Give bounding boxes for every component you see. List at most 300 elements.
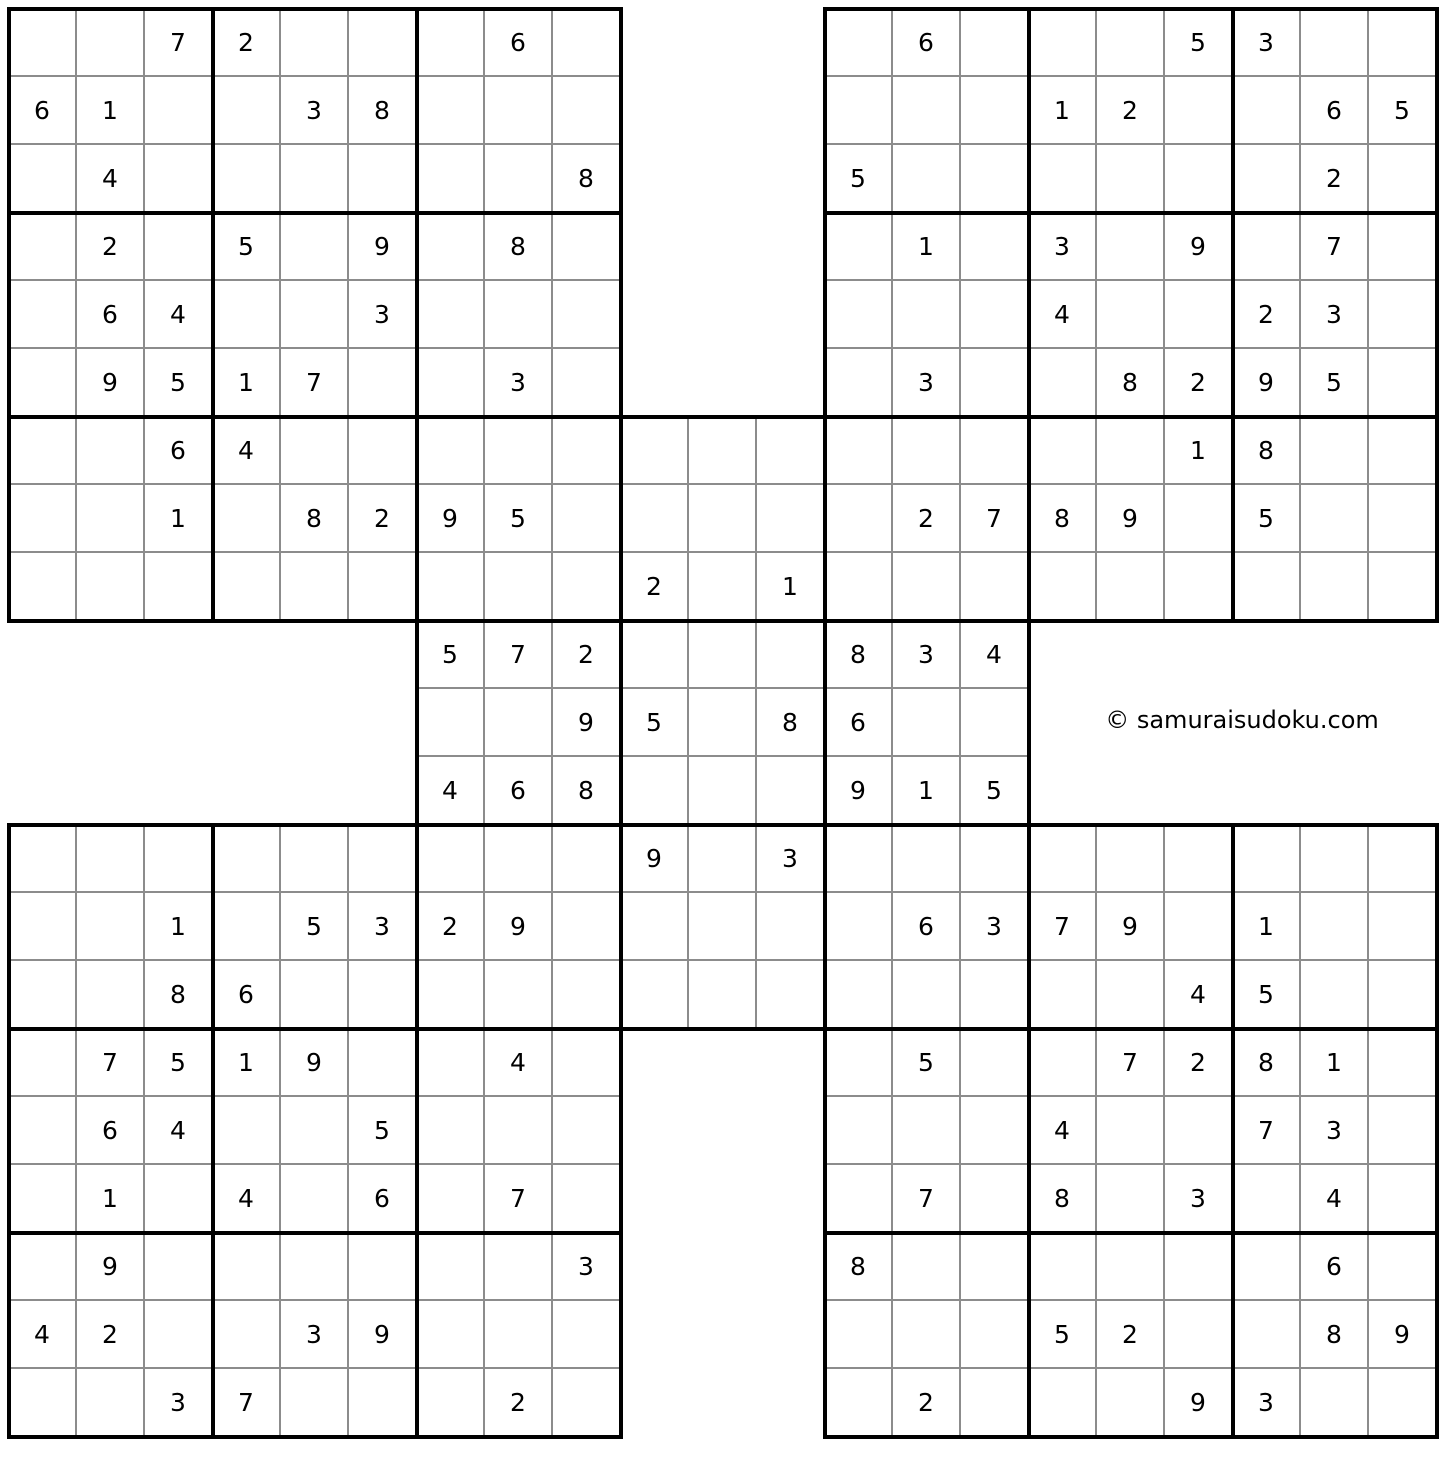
sudoku-cell[interactable]: 8 (1029, 1165, 1097, 1233)
sudoku-cell[interactable]: 6 (349, 1165, 417, 1233)
sudoku-cell[interactable] (961, 9, 1029, 77)
sudoku-cell[interactable]: 4 (1029, 281, 1097, 349)
sudoku-cell[interactable]: 4 (145, 281, 213, 349)
sudoku-cell[interactable]: 7 (1233, 1097, 1301, 1165)
sudoku-cell[interactable] (1165, 145, 1233, 213)
sudoku-cell[interactable]: 8 (1029, 485, 1097, 553)
sudoku-cell[interactable]: 4 (145, 1097, 213, 1165)
sudoku-cell[interactable] (77, 1369, 145, 1437)
sudoku-cell[interactable] (1369, 281, 1437, 349)
sudoku-cell[interactable] (553, 281, 621, 349)
sudoku-cell[interactable]: 3 (1233, 9, 1301, 77)
sudoku-cell[interactable] (961, 281, 1029, 349)
sudoku-cell[interactable] (757, 417, 825, 485)
sudoku-cell[interactable] (1369, 145, 1437, 213)
sudoku-cell[interactable] (621, 485, 689, 553)
sudoku-cell[interactable] (349, 349, 417, 417)
sudoku-cell[interactable] (77, 893, 145, 961)
sudoku-cell[interactable] (485, 553, 553, 621)
sudoku-cell[interactable] (553, 825, 621, 893)
sudoku-cell[interactable] (281, 961, 349, 1029)
sudoku-cell[interactable]: 6 (485, 9, 553, 77)
sudoku-cell[interactable]: 4 (1301, 1165, 1369, 1233)
sudoku-cell[interactable] (1097, 1097, 1165, 1165)
sudoku-cell[interactable] (417, 417, 485, 485)
sudoku-cell[interactable]: 4 (485, 1029, 553, 1097)
sudoku-cell[interactable]: 9 (553, 689, 621, 757)
sudoku-cell[interactable] (485, 145, 553, 213)
sudoku-cell[interactable]: 1 (145, 485, 213, 553)
sudoku-cell[interactable] (77, 485, 145, 553)
sudoku-cell[interactable]: 2 (1097, 1301, 1165, 1369)
sudoku-cell[interactable] (825, 825, 893, 893)
sudoku-cell[interactable] (213, 281, 281, 349)
sudoku-cell[interactable] (281, 213, 349, 281)
sudoku-cell[interactable] (1029, 825, 1097, 893)
sudoku-cell[interactable] (9, 349, 77, 417)
sudoku-cell[interactable]: 1 (77, 77, 145, 145)
sudoku-cell[interactable] (9, 1029, 77, 1097)
sudoku-cell[interactable]: 9 (1369, 1301, 1437, 1369)
sudoku-cell[interactable] (553, 1029, 621, 1097)
sudoku-cell[interactable] (417, 349, 485, 417)
sudoku-cell[interactable] (961, 689, 1029, 757)
sudoku-cell[interactable] (1097, 1165, 1165, 1233)
sudoku-cell[interactable]: 5 (1233, 961, 1301, 1029)
sudoku-cell[interactable] (145, 825, 213, 893)
sudoku-cell[interactable]: 6 (1301, 77, 1369, 145)
sudoku-cell[interactable] (1369, 9, 1437, 77)
sudoku-cell[interactable] (1097, 825, 1165, 893)
sudoku-cell[interactable]: 8 (553, 757, 621, 825)
sudoku-cell[interactable] (1029, 417, 1097, 485)
sudoku-cell[interactable]: 8 (145, 961, 213, 1029)
sudoku-cell[interactable] (1029, 1369, 1097, 1437)
sudoku-cell[interactable] (825, 485, 893, 553)
sudoku-cell[interactable] (1301, 961, 1369, 1029)
sudoku-cell[interactable]: 9 (77, 1233, 145, 1301)
sudoku-cell[interactable]: 6 (893, 893, 961, 961)
sudoku-cell[interactable] (1301, 893, 1369, 961)
sudoku-cell[interactable] (417, 1301, 485, 1369)
sudoku-cell[interactable] (145, 77, 213, 145)
sudoku-cell[interactable] (1097, 1233, 1165, 1301)
sudoku-cell[interactable]: 3 (1301, 281, 1369, 349)
sudoku-cell[interactable] (961, 1369, 1029, 1437)
sudoku-cell[interactable]: 1 (1301, 1029, 1369, 1097)
sudoku-cell[interactable] (349, 1369, 417, 1437)
sudoku-cell[interactable] (281, 1097, 349, 1165)
sudoku-cell[interactable] (1301, 417, 1369, 485)
sudoku-cell[interactable] (1369, 1029, 1437, 1097)
sudoku-cell[interactable]: 5 (1301, 349, 1369, 417)
sudoku-cell[interactable]: 6 (145, 417, 213, 485)
sudoku-cell[interactable] (77, 417, 145, 485)
sudoku-cell[interactable]: 2 (485, 1369, 553, 1437)
sudoku-cell[interactable] (621, 417, 689, 485)
sudoku-cell[interactable] (1165, 1301, 1233, 1369)
sudoku-cell[interactable] (1165, 281, 1233, 349)
sudoku-cell[interactable]: 9 (1165, 1369, 1233, 1437)
sudoku-cell[interactable] (349, 145, 417, 213)
sudoku-cell[interactable]: 3 (553, 1233, 621, 1301)
sudoku-cell[interactable] (9, 1369, 77, 1437)
sudoku-cell[interactable] (961, 1165, 1029, 1233)
sudoku-cell[interactable] (893, 1301, 961, 1369)
sudoku-cell[interactable]: 4 (9, 1301, 77, 1369)
sudoku-cell[interactable]: 8 (281, 485, 349, 553)
sudoku-cell[interactable] (689, 621, 757, 689)
sudoku-cell[interactable] (417, 1233, 485, 1301)
sudoku-cell[interactable] (213, 485, 281, 553)
sudoku-cell[interactable] (1097, 281, 1165, 349)
sudoku-cell[interactable]: 1 (1029, 77, 1097, 145)
sudoku-cell[interactable] (145, 145, 213, 213)
sudoku-cell[interactable]: 5 (417, 621, 485, 689)
sudoku-cell[interactable] (9, 1165, 77, 1233)
sudoku-cell[interactable]: 9 (1233, 349, 1301, 417)
sudoku-cell[interactable] (281, 1369, 349, 1437)
sudoku-cell[interactable]: 7 (1301, 213, 1369, 281)
sudoku-cell[interactable]: 9 (621, 825, 689, 893)
sudoku-cell[interactable]: 7 (213, 1369, 281, 1437)
sudoku-cell[interactable] (553, 485, 621, 553)
sudoku-cell[interactable] (213, 145, 281, 213)
sudoku-cell[interactable] (485, 77, 553, 145)
sudoku-cell[interactable] (1369, 1233, 1437, 1301)
sudoku-cell[interactable] (961, 145, 1029, 213)
sudoku-cell[interactable] (213, 77, 281, 145)
sudoku-cell[interactable]: 9 (1165, 213, 1233, 281)
sudoku-cell[interactable] (417, 689, 485, 757)
sudoku-cell[interactable]: 8 (485, 213, 553, 281)
sudoku-cell[interactable] (1097, 961, 1165, 1029)
sudoku-cell[interactable] (757, 757, 825, 825)
sudoku-cell[interactable]: 3 (281, 77, 349, 145)
sudoku-cell[interactable] (1233, 1233, 1301, 1301)
sudoku-cell[interactable] (281, 9, 349, 77)
sudoku-cell[interactable] (1301, 9, 1369, 77)
sudoku-cell[interactable]: 7 (77, 1029, 145, 1097)
sudoku-cell[interactable] (349, 417, 417, 485)
sudoku-cell[interactable] (553, 77, 621, 145)
sudoku-cell[interactable] (689, 689, 757, 757)
sudoku-cell[interactable]: 9 (349, 213, 417, 281)
sudoku-cell[interactable]: 5 (145, 349, 213, 417)
sudoku-cell[interactable]: 7 (1029, 893, 1097, 961)
sudoku-cell[interactable] (417, 961, 485, 1029)
sudoku-cell[interactable] (961, 213, 1029, 281)
sudoku-cell[interactable]: 8 (825, 621, 893, 689)
sudoku-cell[interactable]: 5 (621, 689, 689, 757)
sudoku-cell[interactable] (621, 893, 689, 961)
sudoku-cell[interactable] (1165, 77, 1233, 145)
sudoku-cell[interactable] (213, 1233, 281, 1301)
sudoku-cell[interactable] (1369, 825, 1437, 893)
sudoku-cell[interactable] (9, 1097, 77, 1165)
sudoku-cell[interactable] (145, 1233, 213, 1301)
sudoku-cell[interactable]: 1 (893, 213, 961, 281)
sudoku-cell[interactable] (961, 349, 1029, 417)
sudoku-cell[interactable] (553, 1369, 621, 1437)
sudoku-cell[interactable] (485, 1233, 553, 1301)
sudoku-cell[interactable] (757, 621, 825, 689)
sudoku-cell[interactable] (893, 1233, 961, 1301)
sudoku-cell[interactable] (825, 1369, 893, 1437)
sudoku-cell[interactable]: 5 (1165, 9, 1233, 77)
sudoku-cell[interactable]: 4 (417, 757, 485, 825)
sudoku-cell[interactable] (1233, 77, 1301, 145)
sudoku-cell[interactable] (689, 417, 757, 485)
sudoku-cell[interactable]: 3 (349, 893, 417, 961)
sudoku-cell[interactable]: 3 (961, 893, 1029, 961)
sudoku-cell[interactable] (825, 77, 893, 145)
sudoku-cell[interactable] (961, 961, 1029, 1029)
sudoku-cell[interactable] (961, 1301, 1029, 1369)
sudoku-cell[interactable] (1369, 1097, 1437, 1165)
sudoku-cell[interactable] (1165, 893, 1233, 961)
sudoku-cell[interactable]: 9 (417, 485, 485, 553)
sudoku-cell[interactable] (9, 1233, 77, 1301)
sudoku-cell[interactable] (1097, 9, 1165, 77)
sudoku-cell[interactable]: 1 (213, 349, 281, 417)
sudoku-cell[interactable]: 2 (77, 213, 145, 281)
sudoku-cell[interactable] (893, 281, 961, 349)
sudoku-cell[interactable]: 3 (1029, 213, 1097, 281)
sudoku-cell[interactable] (1165, 1097, 1233, 1165)
sudoku-cell[interactable] (1029, 145, 1097, 213)
sudoku-cell[interactable]: 2 (553, 621, 621, 689)
sudoku-cell[interactable] (77, 961, 145, 1029)
sudoku-cell[interactable]: 2 (893, 1369, 961, 1437)
sudoku-cell[interactable] (145, 213, 213, 281)
sudoku-cell[interactable] (1029, 961, 1097, 1029)
sudoku-cell[interactable]: 2 (893, 485, 961, 553)
sudoku-cell[interactable] (349, 961, 417, 1029)
sudoku-cell[interactable] (553, 1165, 621, 1233)
sudoku-cell[interactable] (1097, 417, 1165, 485)
sudoku-cell[interactable] (757, 893, 825, 961)
sudoku-cell[interactable]: 6 (825, 689, 893, 757)
sudoku-cell[interactable] (485, 1301, 553, 1369)
sudoku-cell[interactable] (893, 825, 961, 893)
sudoku-cell[interactable] (689, 757, 757, 825)
sudoku-cell[interactable] (1369, 1165, 1437, 1233)
sudoku-cell[interactable] (689, 553, 757, 621)
sudoku-cell[interactable] (9, 825, 77, 893)
sudoku-cell[interactable]: 7 (145, 9, 213, 77)
sudoku-cell[interactable] (1165, 553, 1233, 621)
sudoku-cell[interactable] (213, 1097, 281, 1165)
sudoku-cell[interactable] (1369, 213, 1437, 281)
sudoku-cell[interactable]: 3 (1233, 1369, 1301, 1437)
sudoku-cell[interactable]: 8 (1301, 1301, 1369, 1369)
sudoku-cell[interactable]: 5 (213, 213, 281, 281)
sudoku-cell[interactable] (417, 825, 485, 893)
sudoku-cell[interactable]: 7 (1097, 1029, 1165, 1097)
sudoku-cell[interactable]: 8 (757, 689, 825, 757)
sudoku-cell[interactable] (349, 825, 417, 893)
sudoku-cell[interactable]: 2 (1165, 349, 1233, 417)
sudoku-cell[interactable] (553, 213, 621, 281)
sudoku-cell[interactable] (77, 825, 145, 893)
sudoku-cell[interactable] (757, 961, 825, 1029)
sudoku-cell[interactable] (1301, 553, 1369, 621)
sudoku-cell[interactable] (417, 9, 485, 77)
sudoku-cell[interactable] (1165, 1233, 1233, 1301)
sudoku-cell[interactable] (485, 281, 553, 349)
sudoku-cell[interactable]: 6 (213, 961, 281, 1029)
sudoku-cell[interactable] (1369, 1369, 1437, 1437)
sudoku-cell[interactable] (349, 9, 417, 77)
sudoku-cell[interactable] (213, 553, 281, 621)
sudoku-cell[interactable]: 4 (961, 621, 1029, 689)
sudoku-cell[interactable] (485, 417, 553, 485)
sudoku-cell[interactable]: 1 (893, 757, 961, 825)
sudoku-cell[interactable] (553, 961, 621, 1029)
sudoku-cell[interactable] (417, 145, 485, 213)
sudoku-cell[interactable]: 5 (1029, 1301, 1097, 1369)
sudoku-cell[interactable] (1029, 1029, 1097, 1097)
sudoku-cell[interactable] (825, 553, 893, 621)
sudoku-cell[interactable]: 4 (77, 145, 145, 213)
sudoku-cell[interactable]: 3 (1165, 1165, 1233, 1233)
sudoku-cell[interactable]: 8 (553, 145, 621, 213)
sudoku-cell[interactable]: 5 (961, 757, 1029, 825)
sudoku-cell[interactable] (1029, 349, 1097, 417)
sudoku-cell[interactable] (825, 961, 893, 1029)
sudoku-cell[interactable]: 1 (77, 1165, 145, 1233)
sudoku-cell[interactable] (553, 417, 621, 485)
sudoku-cell[interactable] (1369, 893, 1437, 961)
sudoku-cell[interactable] (893, 77, 961, 145)
sudoku-cell[interactable] (9, 9, 77, 77)
sudoku-cell[interactable]: 3 (145, 1369, 213, 1437)
sudoku-cell[interactable] (281, 1233, 349, 1301)
sudoku-cell[interactable]: 2 (621, 553, 689, 621)
sudoku-cell[interactable] (9, 417, 77, 485)
sudoku-cell[interactable] (213, 1301, 281, 1369)
sudoku-cell[interactable]: 6 (77, 1097, 145, 1165)
sudoku-cell[interactable]: 7 (893, 1165, 961, 1233)
sudoku-cell[interactable]: 3 (1301, 1097, 1369, 1165)
sudoku-cell[interactable] (1165, 825, 1233, 893)
sudoku-cell[interactable] (1097, 213, 1165, 281)
sudoku-cell[interactable] (893, 961, 961, 1029)
sudoku-cell[interactable]: 3 (485, 349, 553, 417)
sudoku-cell[interactable] (621, 621, 689, 689)
sudoku-cell[interactable] (145, 553, 213, 621)
sudoku-cell[interactable]: 2 (417, 893, 485, 961)
sudoku-cell[interactable]: 5 (349, 1097, 417, 1165)
sudoku-cell[interactable] (1233, 825, 1301, 893)
sudoku-cell[interactable] (825, 1097, 893, 1165)
sudoku-cell[interactable] (961, 553, 1029, 621)
sudoku-cell[interactable] (825, 9, 893, 77)
sudoku-cell[interactable] (1301, 1369, 1369, 1437)
sudoku-cell[interactable] (757, 485, 825, 553)
sudoku-cell[interactable] (553, 893, 621, 961)
sudoku-cell[interactable]: 3 (893, 621, 961, 689)
sudoku-cell[interactable] (281, 825, 349, 893)
sudoku-cell[interactable] (417, 1369, 485, 1437)
sudoku-cell[interactable]: 1 (757, 553, 825, 621)
sudoku-cell[interactable] (417, 1165, 485, 1233)
sudoku-cell[interactable]: 2 (349, 485, 417, 553)
sudoku-cell[interactable]: 5 (1369, 77, 1437, 145)
sudoku-cell[interactable] (417, 1029, 485, 1097)
sudoku-cell[interactable] (825, 281, 893, 349)
sudoku-cell[interactable]: 2 (213, 9, 281, 77)
sudoku-cell[interactable] (417, 553, 485, 621)
sudoku-cell[interactable]: 9 (485, 893, 553, 961)
sudoku-cell[interactable] (1233, 213, 1301, 281)
sudoku-cell[interactable]: 7 (485, 1165, 553, 1233)
sudoku-cell[interactable] (961, 825, 1029, 893)
sudoku-cell[interactable]: 1 (1165, 417, 1233, 485)
sudoku-cell[interactable] (825, 1301, 893, 1369)
sudoku-cell[interactable] (961, 417, 1029, 485)
sudoku-cell[interactable]: 6 (77, 281, 145, 349)
sudoku-cell[interactable]: 3 (757, 825, 825, 893)
sudoku-cell[interactable]: 2 (1165, 1029, 1233, 1097)
sudoku-cell[interactable] (553, 349, 621, 417)
sudoku-cell[interactable] (417, 1097, 485, 1165)
sudoku-cell[interactable]: 9 (825, 757, 893, 825)
sudoku-cell[interactable] (1097, 145, 1165, 213)
sudoku-cell[interactable]: 6 (1301, 1233, 1369, 1301)
sudoku-cell[interactable]: 4 (1029, 1097, 1097, 1165)
sudoku-cell[interactable]: 7 (281, 349, 349, 417)
sudoku-cell[interactable]: 4 (213, 417, 281, 485)
sudoku-cell[interactable] (9, 213, 77, 281)
sudoku-cell[interactable] (349, 553, 417, 621)
sudoku-cell[interactable]: 2 (1301, 145, 1369, 213)
sudoku-cell[interactable] (77, 553, 145, 621)
sudoku-cell[interactable]: 9 (77, 349, 145, 417)
sudoku-cell[interactable]: 5 (145, 1029, 213, 1097)
sudoku-cell[interactable] (553, 1301, 621, 1369)
sudoku-cell[interactable]: 4 (1165, 961, 1233, 1029)
sudoku-cell[interactable]: 2 (1097, 77, 1165, 145)
sudoku-cell[interactable] (961, 77, 1029, 145)
sudoku-cell[interactable]: 5 (825, 145, 893, 213)
sudoku-cell[interactable] (1029, 1233, 1097, 1301)
sudoku-cell[interactable]: 3 (281, 1301, 349, 1369)
sudoku-cell[interactable] (417, 77, 485, 145)
sudoku-cell[interactable] (961, 1233, 1029, 1301)
sudoku-cell[interactable] (9, 893, 77, 961)
sudoku-cell[interactable] (1233, 1301, 1301, 1369)
sudoku-cell[interactable]: 2 (77, 1301, 145, 1369)
sudoku-cell[interactable] (825, 893, 893, 961)
sudoku-cell[interactable] (689, 825, 757, 893)
sudoku-cell[interactable] (349, 1029, 417, 1097)
sudoku-cell[interactable] (1369, 485, 1437, 553)
sudoku-cell[interactable]: 8 (1233, 1029, 1301, 1097)
sudoku-cell[interactable] (9, 485, 77, 553)
sudoku-cell[interactable] (9, 281, 77, 349)
sudoku-cell[interactable] (893, 1097, 961, 1165)
sudoku-cell[interactable] (825, 213, 893, 281)
sudoku-cell[interactable] (281, 417, 349, 485)
sudoku-cell[interactable] (961, 1097, 1029, 1165)
sudoku-cell[interactable] (1301, 485, 1369, 553)
sudoku-cell[interactable] (825, 349, 893, 417)
sudoku-cell[interactable] (417, 281, 485, 349)
sudoku-cell[interactable] (213, 893, 281, 961)
sudoku-cell[interactable] (9, 961, 77, 1029)
